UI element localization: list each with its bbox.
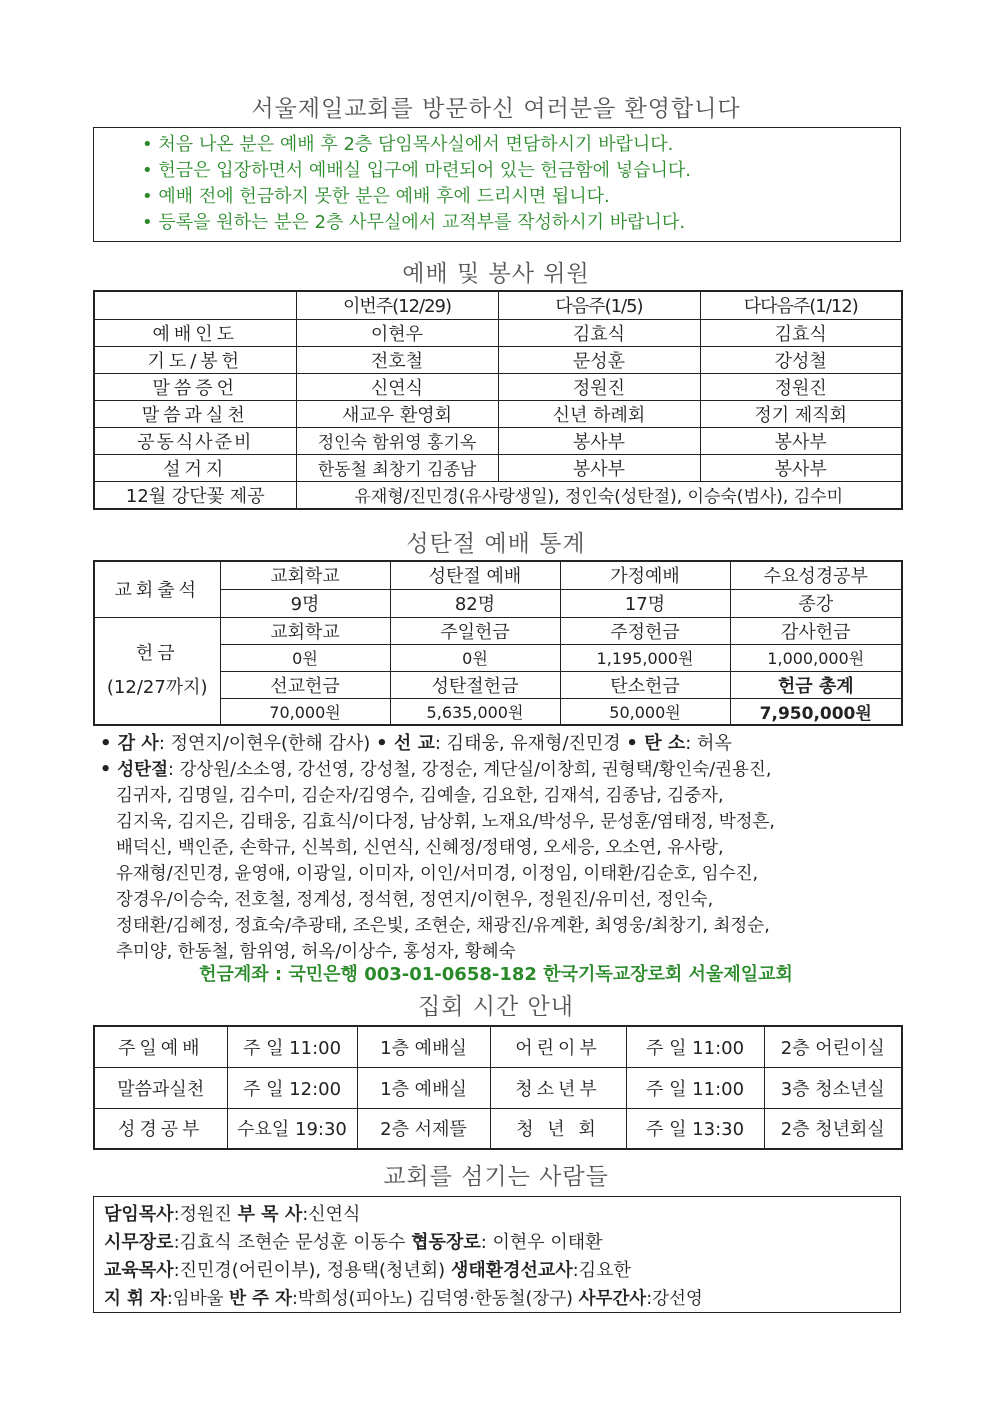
stats-value: 17명 xyxy=(560,589,730,617)
seongyo-value: : 김태웅, 유재형/진민경 xyxy=(434,733,621,754)
stats-value: 1,000,000원 xyxy=(730,644,902,671)
schedule-cell: 3층 청소년실 xyxy=(764,1067,902,1108)
duty-cell: 봉사부 xyxy=(498,454,700,481)
staff-line xyxy=(104,1257,900,1285)
total-header: 헌금 총계 xyxy=(730,671,902,698)
attendance-label: 교회출석 xyxy=(94,561,220,617)
schedule-cell: 청소년부 xyxy=(490,1067,626,1108)
staff-box xyxy=(93,1196,901,1313)
table-row xyxy=(94,617,902,644)
welcome-line: • 처음 나온 분은 예배 후 2층 담임목사실에서 면담하시기 바랍니다. xyxy=(142,132,900,158)
flower-value: 유재형/진민경(유사랑생일), 정인숙(성탄절), 이승숙(범사), 김수미 xyxy=(296,481,902,509)
schedule-cell: 1층 예배실 xyxy=(357,1067,490,1108)
stats-value: 1,195,000원 xyxy=(560,644,730,671)
total-value: 7,950,000원 xyxy=(730,698,902,725)
table-row xyxy=(94,346,902,373)
schedule-cell: 2층 어린이실 xyxy=(764,1026,902,1067)
duty-role: 말씀과실천 xyxy=(94,400,296,427)
duty-role: 말씀증언 xyxy=(94,373,296,400)
staff-names: :임바울 xyxy=(166,1289,230,1309)
duty-header: 이번주(12/29) xyxy=(296,291,498,319)
offering-label-cell xyxy=(94,617,220,725)
staff-names: : 이현우 이태환 xyxy=(480,1232,603,1253)
stats-value: 82명 xyxy=(390,589,560,617)
staff-names: :김효식 조현순 문성훈 이동수 xyxy=(173,1232,412,1253)
stats-value: 0원 xyxy=(390,644,560,671)
table-row xyxy=(94,427,902,454)
welcome-line: • 등록을 원하는 분은 2층 사무실에서 교적부를 작성하시기 바랍니다. xyxy=(142,210,900,236)
staff-names: :진민경(어린이부), 정용택(청년회) xyxy=(173,1260,451,1281)
schedule-table xyxy=(93,1025,903,1150)
table-row xyxy=(94,1067,902,1108)
duty-cell: 신년 하례회 xyxy=(498,400,700,427)
duty-header-row xyxy=(94,291,902,319)
duty-cell: 봉사부 xyxy=(700,454,902,481)
duty-cell: 정원진 xyxy=(498,373,700,400)
schedule-cell: 주 일 11:00 xyxy=(626,1026,764,1067)
stats-header: 주일헌금 xyxy=(390,617,560,644)
schedule-cell: 2층 청년회실 xyxy=(764,1108,902,1149)
duty-header xyxy=(94,291,296,319)
staff-role: 사무간사 xyxy=(578,1289,647,1309)
duty-cell: 새교우 환영회 xyxy=(296,400,498,427)
staff-names: :강선영 xyxy=(646,1289,703,1309)
duty-role: 예배인도 xyxy=(94,319,296,346)
stats-header: 성탄절 예배 xyxy=(390,561,560,589)
stats-header: 주정헌금 xyxy=(560,617,730,644)
donor-line: 유재형/진민경, 윤영애, 이광일, 이미자, 이인/서미경, 이정임, 이태환/김순호, 임수진, xyxy=(116,864,759,884)
donor-line: 정태환/김혜정, 정효숙/추광태, 조은빛, 조현순, 채광진/유계환, 최영웅/최창기, 최정순, xyxy=(116,916,770,936)
gamsa-value: : 정연지/이현우(한해 감사) xyxy=(158,733,371,754)
table-row xyxy=(94,561,902,589)
staff-role: 부 목 사 xyxy=(237,1204,303,1225)
stats-title: 성탄절 예배 통계 xyxy=(406,531,586,557)
schedule-cell: 주 일 12:00 xyxy=(227,1067,357,1108)
duty-cell: 한동철 최창기 김종남 xyxy=(296,454,498,481)
schedule-cell: 성경공부 xyxy=(94,1108,227,1149)
schedule-cell: 1층 예배실 xyxy=(357,1026,490,1067)
stats-header: 감사헌금 xyxy=(730,617,902,644)
duty-role: 기도/봉헌 xyxy=(94,346,296,373)
stats-value: 50,000원 xyxy=(560,698,730,725)
welcome-title: 서울제일교회를 방문하신 여러분을 환영합니다 xyxy=(251,96,741,122)
duty-cell: 봉사부 xyxy=(498,427,700,454)
schedule-cell: 말씀과실천 xyxy=(94,1067,227,1108)
table-row xyxy=(94,454,902,481)
tanso-value: : 허옥 xyxy=(685,733,732,754)
welcome-box xyxy=(93,127,901,242)
staff-role: 반 주 자 xyxy=(229,1289,292,1309)
stats-header: 교회학교 xyxy=(220,617,390,644)
stats-value: 종강 xyxy=(730,589,902,617)
schedule-cell: 어린이부 xyxy=(490,1026,626,1067)
stats-value: 9명 xyxy=(220,589,390,617)
offering-label: 헌금 xyxy=(135,642,179,664)
staff-role: 지 휘 자 xyxy=(104,1289,167,1309)
duty-role: 공동식사준비 xyxy=(94,427,296,454)
table-row xyxy=(94,1108,902,1149)
stats-value: 5,635,000원 xyxy=(390,698,560,725)
donor-summary-line: • 감 사: 정연지/이현우(한해 감사) • 선 교: 김태웅, 유재형/진민경 • 탄 소: 허옥 xyxy=(100,733,732,754)
duty-role: 설거지 xyxy=(94,454,296,481)
duty-cell: 강성철 xyxy=(700,346,902,373)
staff-role: 교육목사 xyxy=(104,1260,174,1281)
stats-table xyxy=(93,560,903,726)
staff-role: 협동장로 xyxy=(411,1232,481,1253)
schedule-cell: 주일예배 xyxy=(94,1026,227,1067)
stats-header: 선교헌금 xyxy=(220,671,390,698)
seongyo-label: 선 교 xyxy=(393,733,435,754)
schedule-cell: 수요일 19:30 xyxy=(227,1108,357,1149)
stats-header: 교회학교 xyxy=(220,561,390,589)
staff-line xyxy=(104,1201,900,1229)
donor-line: 김귀자, 김명일, 김수미, 김순자/김영수, 김예솔, 김요한, 김재석, 김종남, 김중자, xyxy=(116,786,724,806)
duty-cell: 신연식 xyxy=(296,373,498,400)
table-row xyxy=(94,481,902,509)
welcome-line: • 예배 전에 헌금하지 못한 분은 예배 후에 드리시면 됩니다. xyxy=(142,184,900,210)
staff-line xyxy=(104,1229,900,1257)
duty-cell: 문성훈 xyxy=(498,346,700,373)
duty-cell: 정기 제직회 xyxy=(700,400,902,427)
stats-header: 가정예배 xyxy=(560,561,730,589)
account-info: 헌금계좌 : 국민은행 003-01-0658-182 한국기독교장로회 서울제일교회 xyxy=(199,964,793,985)
schedule-cell: 청 년 회 xyxy=(490,1108,626,1149)
christmas-donors: • 성탄절: 강상원/소소영, 강선영, 강성철, 강정순, 계단실/이창희, 권형택/황인숙/권용진, 김귀자, 김명일, 김수미, 김순자/김영수, 김예솔, 김요한, 김재석, 김종남, 김중자, 김지욱, 김지은, 김태웅, 김효식/이다정, 남상휘, 노재요/박성우, 문성훈/염태정, 박정흔, 배덕신, 백인준, 손학규, 신복희, 신연식, 신혜정/정태영, 오세응, 오소연, 유사랑, 유재형/진민경, 윤영애, 이광일, 이미자, 이인/서미경, 이정임, 이태환/김순호, 임수진, 장경우/이승숙, 전호철, 정계성, 정석현, 정연지/이현우, 정원진/유미선, 정인숙, 정태환/김혜정, 정효숙/추광태, 조은빛, 조현순, 채광진/유계환, 최영웅/최창기, 최정순, 추미양, 한동철, 함위영, 허옥/이상수, 홍성자, 황혜숙 xyxy=(100,757,905,965)
table-row xyxy=(94,319,902,346)
gamsa-label: 감 사 xyxy=(117,733,159,754)
stats-header: 탄소헌금 xyxy=(560,671,730,698)
stats-header: 성탄절헌금 xyxy=(390,671,560,698)
donor-line: 추미양, 한동철, 함위영, 허옥/이상수, 홍성자, 황혜숙 xyxy=(116,942,516,962)
tanso-label: 탄 소 xyxy=(644,733,686,754)
schedule-cell: 2층 서제뜰 xyxy=(357,1108,490,1149)
staff-names: :김요한 xyxy=(572,1260,631,1281)
table-row xyxy=(94,373,902,400)
christmas-label: 성탄절 xyxy=(117,760,168,780)
staff-names: :박희성(피아노) 김덕영·한동철(장구) xyxy=(292,1289,579,1309)
welcome-line: • 헌금은 입장하면서 예배실 입구에 마련되어 있는 헌금함에 넣습니다. xyxy=(142,158,900,184)
staff-title: 교회를 섬기는 사람들 xyxy=(383,1164,609,1190)
staff-names: :신연식 xyxy=(302,1204,361,1225)
duty-table xyxy=(93,290,903,510)
flower-label: 12월 강단꽃 제공 xyxy=(94,481,296,509)
table-row xyxy=(94,400,902,427)
duty-cell: 정인숙 함위영 홍기옥 xyxy=(296,427,498,454)
table-row xyxy=(94,1026,902,1067)
stats-value: 70,000원 xyxy=(220,698,390,725)
donor-line: 김지욱, 김지은, 김태웅, 김효식/이다정, 남상휘, 노재요/박성우, 문성훈/염태정, 박정흔, xyxy=(116,812,775,832)
duty-cell: 김효식 xyxy=(498,319,700,346)
staff-names: :정원진 xyxy=(173,1204,238,1225)
donor-line: 배덕신, 백인준, 손학규, 신복희, 신연식, 신혜정/정태영, 오세응, 오소연, 유사랑, xyxy=(116,838,724,858)
duty-title: 예배 및 봉사 위원 xyxy=(402,261,590,287)
duty-cell: 정원진 xyxy=(700,373,902,400)
donor-line: 장경우/이승숙, 전호철, 정계성, 정석현, 정연지/이현우, 정원진/유미선, 정인숙, xyxy=(116,890,714,910)
donor-line: : 강상원/소소영, 강선영, 강성철, 강정순, 계단실/이창희, 권형택/황인숙/권용진, xyxy=(168,760,772,780)
staff-role: 시무장로 xyxy=(104,1232,174,1253)
duty-header: 다음주(1/5) xyxy=(498,291,700,319)
duty-cell: 이현우 xyxy=(296,319,498,346)
schedule-cell: 주 일 11:00 xyxy=(626,1067,764,1108)
schedule-title: 집회 시간 안내 xyxy=(418,994,574,1020)
offering-sub: (12/27까지) xyxy=(106,676,208,698)
staff-line xyxy=(104,1285,900,1313)
stats-value: 0원 xyxy=(220,644,390,671)
duty-cell: 김효식 xyxy=(700,319,902,346)
stats-header: 수요성경공부 xyxy=(730,561,902,589)
schedule-cell: 주 일 11:00 xyxy=(227,1026,357,1067)
duty-cell: 봉사부 xyxy=(700,427,902,454)
duty-header: 다다음주(1/12) xyxy=(700,291,902,319)
duty-cell: 전호철 xyxy=(296,346,498,373)
staff-role: 담임목사 xyxy=(104,1204,174,1225)
staff-role: 생태환경선교사 xyxy=(450,1260,573,1281)
schedule-cell: 주 일 13:30 xyxy=(626,1108,764,1149)
